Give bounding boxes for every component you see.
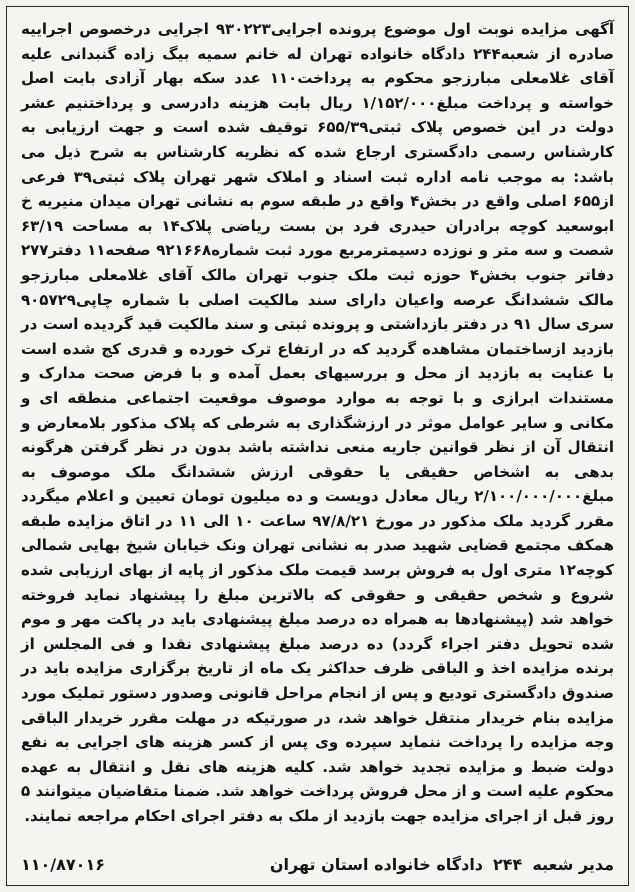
- auction-notice-frame: [6, 6, 629, 886]
- auction-notice-text: آگهی مزایده نوبت اول موضوع پرونده اجرایی۹۳۰۲۲۳ اجرایی درخصوص اجراییه صادره از شعبه۲۴۴ دادگاه خانواده تهران له خانم سمیه بیگ زاده گنبدانی علیه آقای غلامعلی مبارزجو محکوم به پرداخت۱۱۰ عدد سکه بهار آزادی بابت اصل خواسته و پرداخت مبلغ۱/۱۵۲/۰۰۰ ریال بابت هزینه دادرسی و پرداختنیم عشر دولت در این خصوص پلاک ثبتی۶۵۵/۳۹ توقیف شده است و جهت ارزیابی به کارشناس رسمی دادگستری ارجاع شده که نظریه کارشناس به شرح ذیل می باشد: به موجب نامه اداره ثبت اسناد و املاک شهر تهران پلاک ثبتی۳۹ فرعی از۶۵۵ اصلی واقع در بخش۴ واقع در طبقه سوم به نشانی تهران میدان منیریه خ ابوسعید کوچه برادران حیدری فرد بن بست ریاضی پلاک۱۴ به مساحت ۶۳/۱۹ شصت و سه متر و نوزده دسیمترمربع مورد ثبت شماره۹۲۱۶۶۸ صفحه۱۱ دفتر۲۷۷ دفاتر جنوب بخش۴ حوزه ثبت ملک جنوب تهران مالک آقای غلامعلی مبارزجو مالک ششدانگ عرصه واعیان دارای سند مالکیت اصلی با شماره چاپی۹۰۵۷۲۹ سری سال ۹۱ در دفتر بازداشتی و پرونده ثبتی و سند مالکیت قید گردیده است در بازدید ازساختمان مشاهده گردید که در ارتفاع ترک خورده و قدری کج شده است با عنایت به بازدید از محل و بررسیهای بعمل آمده و با فرض صحت مدارک و مستندات ابرازی و با توجه به موارد موصوف موقعیت اجتماعی منطقه ای و مکانی و سایر عوامل موثر در ارزشگذاری به شرطی که پلاک مذکور بلامعارض و انتقال آن از نظر قوانین جاریه منعی نداشته باشد بدون در نظر گرفتن هرگونه بدهی به اشخاص حقیقی یا حقوقی ارزش ششدانگ ملک موصوف به مبلغ۲/۱۰۰/۰۰۰/۰۰۰ ریال معادل دویست و ده میلیون تومان تعیین و اعلام میگردد مقرر گردید ملک مذکور در مورخ ۹۷/۸/۲۱ ساعت ۱۰ الی ۱۱ در اتاق مزایده طبقه همکف مجتمع قضایی شهید صدر به نشانی تهران ونک خیابان شیخ بهایی شمالی کوچه۱۲ متری اول به فروش برسد قیمت ملک مذکور از پایه از بهای ارزیابی شده شروع و شخص حقیقی و حقوقی که بالاترین مبلغ را پیشنهاد نماید فروخته خواهد شد (پیشنهادها به همراه ده درصد مبلغ پیشنهادی باید در پاکت مهر و موم شده تحویل دفتر اجراء گردد) ده درصد مبلغ پیشنهادی نقدا و فی المجلس از برنده مزایده اخذ و الباقی ظرف حداکثر یک ماه از تاریخ برگزاری مزایده باید در صندوق دادگستری تودیع و پس از انجام مراحل قانونی وصدور دستور تملیک مورد مزایده بنام خریدار منتقل خواهد شد، در صورتیکه در مهلت مقرر خریدار الباقی وجه مزایده را پرداخت ننماید سپرده وی پس از کسر هزینه های اجرایی به نفع دولت ضبط و مزایده تجدید خواهد شد. کلیه هزینه های نقل و انتقال به عهده محکوم علیه است و از محل فروش پرداخت خواهد شد. ضمنا متقاضیان میتوانند ۵ روز قبل از اجرای مزایده جهت بازدید از ملک به دفتر اجرای احکام مراجعه نمایند.: [21, 20, 615, 825]
- branch-number: ۲۴۴: [493, 854, 523, 874]
- court-name: دادگاه خانواده استان تهران: [269, 854, 484, 874]
- notice-footer: [21, 851, 614, 877]
- signatory-title: مدیر شعبه: [532, 854, 614, 874]
- reference-code: ۱۱۰/۸۷۰۱۶: [21, 854, 105, 874]
- signature-line: [260, 855, 614, 874]
